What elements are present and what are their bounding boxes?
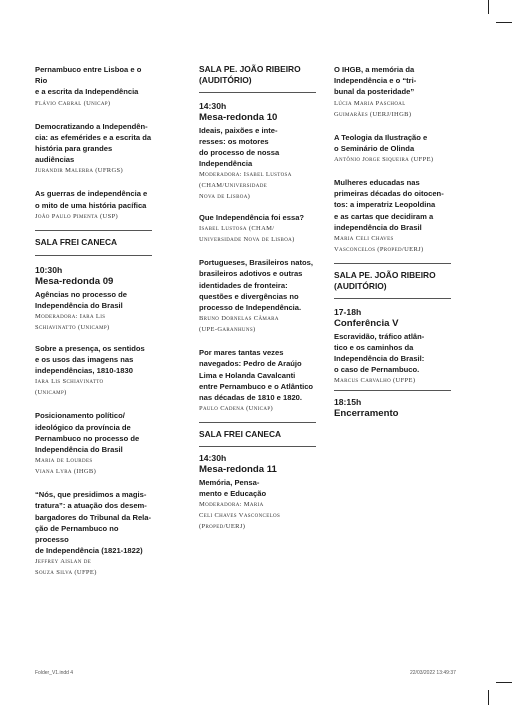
session-moderator: Moderadora: Isabel Lustosa (CHAM/Universidade Nova de Lisboa) <box>199 171 292 200</box>
talk-title: Por mares tantas vezes navegados: Pedro de Araújo Lima e Holanda Cavalcanti entre Pernambuco e o Atlântico nas décadas de 1810 e 1820. <box>199 348 314 403</box>
talk-author: Jeffrey Aislan de Souza Silva (UFPE) <box>35 558 97 577</box>
talk-1 <box>35 64 152 109</box>
session-time: 17-18h <box>334 307 362 318</box>
talk-title: Mulheres educadas nas primeiras décadas do oitocen- tos: a imperatriz Leopoldina e as cartas que decidiram a independência do Brasil <box>334 178 444 232</box>
divider <box>199 422 316 423</box>
crop-mark <box>496 22 512 23</box>
session-subtitle: Memória, Pensa- mento e Educação <box>199 478 267 499</box>
session-time: 14:30h <box>199 101 227 111</box>
closing-title: Encerramento <box>334 408 399 420</box>
room-heading: SALA PE. JOÃO RIBEIRO (AUDITÓRIO) <box>334 270 436 292</box>
talk-title: As guerras de independência e o mito de uma história pacífica <box>35 189 148 210</box>
talk-title: A Teologia da Ilustração e o Seminário de Olinda <box>334 132 428 153</box>
talk-author: Isabel Lustosa (CHAM/ Universidade Nova de Lisboa) <box>199 225 295 244</box>
talk-author: Iara Lis Schiavinatto (Unicamp) <box>35 378 104 397</box>
talk-author: Flávio Cabral (Unicap) <box>35 99 111 107</box>
print-slug-date: 22/03/2022 13:49:37 <box>410 670 456 676</box>
talk-author: Maria Celi Chaves Vasconcelos (Proped/UERJ) <box>334 235 424 254</box>
divider <box>334 263 451 264</box>
talk-author: Lúcia Maria Paschoal Guimarães (UERJ/IHGB) <box>334 99 412 118</box>
talk-6 <box>35 489 152 578</box>
column-2 <box>199 64 316 542</box>
talk-author: Antônio Jorge Siqueira (UFPE) <box>334 156 434 164</box>
talk-7 <box>199 212 316 245</box>
crop-mark <box>496 682 512 683</box>
session-subtitle: Escravidão, tráfico atlân- tico e os caminhos da Independência do Brasil: o caso de Pernambuco. <box>334 332 425 375</box>
divider <box>35 230 152 231</box>
talk-title: Portugueses, Brasileiros natos, brasileiros adotivos e outras identidades de fronteira: questões e divergências no processo de Independência. <box>199 258 313 313</box>
talk-author: Maria de Lourdes Viana Lyra (IHGB) <box>35 457 97 476</box>
talk-9 <box>199 347 316 414</box>
talk-title: Posicionamento político/ ideológico da província de Pernambuco no processo de Independência do Brasil <box>35 411 140 455</box>
talk-5 <box>35 410 152 477</box>
session-title: Conferência V <box>334 318 399 330</box>
session-moderator: Moderadora: Maria Celi Chaves Vasconcelos (Proped/UERJ) <box>199 501 281 531</box>
divider <box>35 255 152 256</box>
session-title: Mesa-redonda 09 <box>35 275 114 287</box>
session-subtitle: Agências no processo de Independência do Brasil <box>35 289 127 310</box>
column-3 <box>334 64 451 421</box>
talk-title: Que Independência foi essa? <box>199 213 305 222</box>
session-subtitle: Ideais, paixões e inte- resses: os motores do processo de nossa Independência <box>199 126 280 168</box>
session-title: Mesa-redonda 11 <box>199 464 277 476</box>
session-title: Mesa-redonda 10 <box>199 112 278 123</box>
divider <box>334 298 451 299</box>
crop-mark <box>488 0 489 14</box>
talk-12 <box>334 177 451 255</box>
talk-author: Bruno Dornelas Câmara (UPE-Garanhuns) <box>199 315 279 334</box>
talk-11 <box>334 132 451 165</box>
room-heading: SALA FREI CANECA <box>199 429 282 440</box>
talk-title: Sobre a presença, os sentidos e os usos das imagens nas independências, 1810-1830 <box>35 343 145 376</box>
talk-author: Paulo Cadena (Unicap) <box>199 405 273 413</box>
session-moderator: Moderadora: Iara Lis Schiavinatto (Unicamp) <box>35 312 110 331</box>
talk-title: Democratizando a Independên- cia: as efemérides e a escrita da história para grandes audiências <box>35 121 152 165</box>
crop-mark <box>488 690 489 705</box>
divider <box>199 446 316 447</box>
divider <box>334 390 451 391</box>
talk-author: João Paulo Pimenta (USP) <box>35 212 119 220</box>
room-heading: SALA FREI CANECA <box>35 236 118 247</box>
session-moderator: Marcus Carvalho (UFPE) <box>334 377 416 385</box>
talk-3 <box>35 188 152 221</box>
closing-time: 18:15h <box>334 397 362 408</box>
talk-title: Pernambuco entre Lisboa e o Rio e a escrita da Independência <box>35 65 142 97</box>
session-time: 14:30h <box>199 453 227 464</box>
print-slug-file: Folder_V1.indd 4 <box>35 670 74 676</box>
talk-2 <box>35 121 152 177</box>
talk-10 <box>334 64 451 120</box>
column-1 <box>35 64 152 590</box>
talk-title: “Nós, que presidimos a magis- tratura”: a atuação dos desem- bargadores do Tribunal da Rela- ção de Pernambuco no processo de Independência (1821-1822) <box>35 490 152 556</box>
session-time: 10:30h <box>35 264 63 275</box>
divider <box>199 92 316 93</box>
talk-4 <box>35 343 152 399</box>
talk-8 <box>199 257 316 335</box>
talk-author: Jurandir Malerba (UFRGS) <box>35 167 124 175</box>
talk-title: O IHGB, a memória da Independência e o “tri- bunal da posteridade” <box>334 65 417 97</box>
room-heading: SALA PE. JOÃO RIBEIRO (AUDITÓRIO) <box>199 64 301 85</box>
